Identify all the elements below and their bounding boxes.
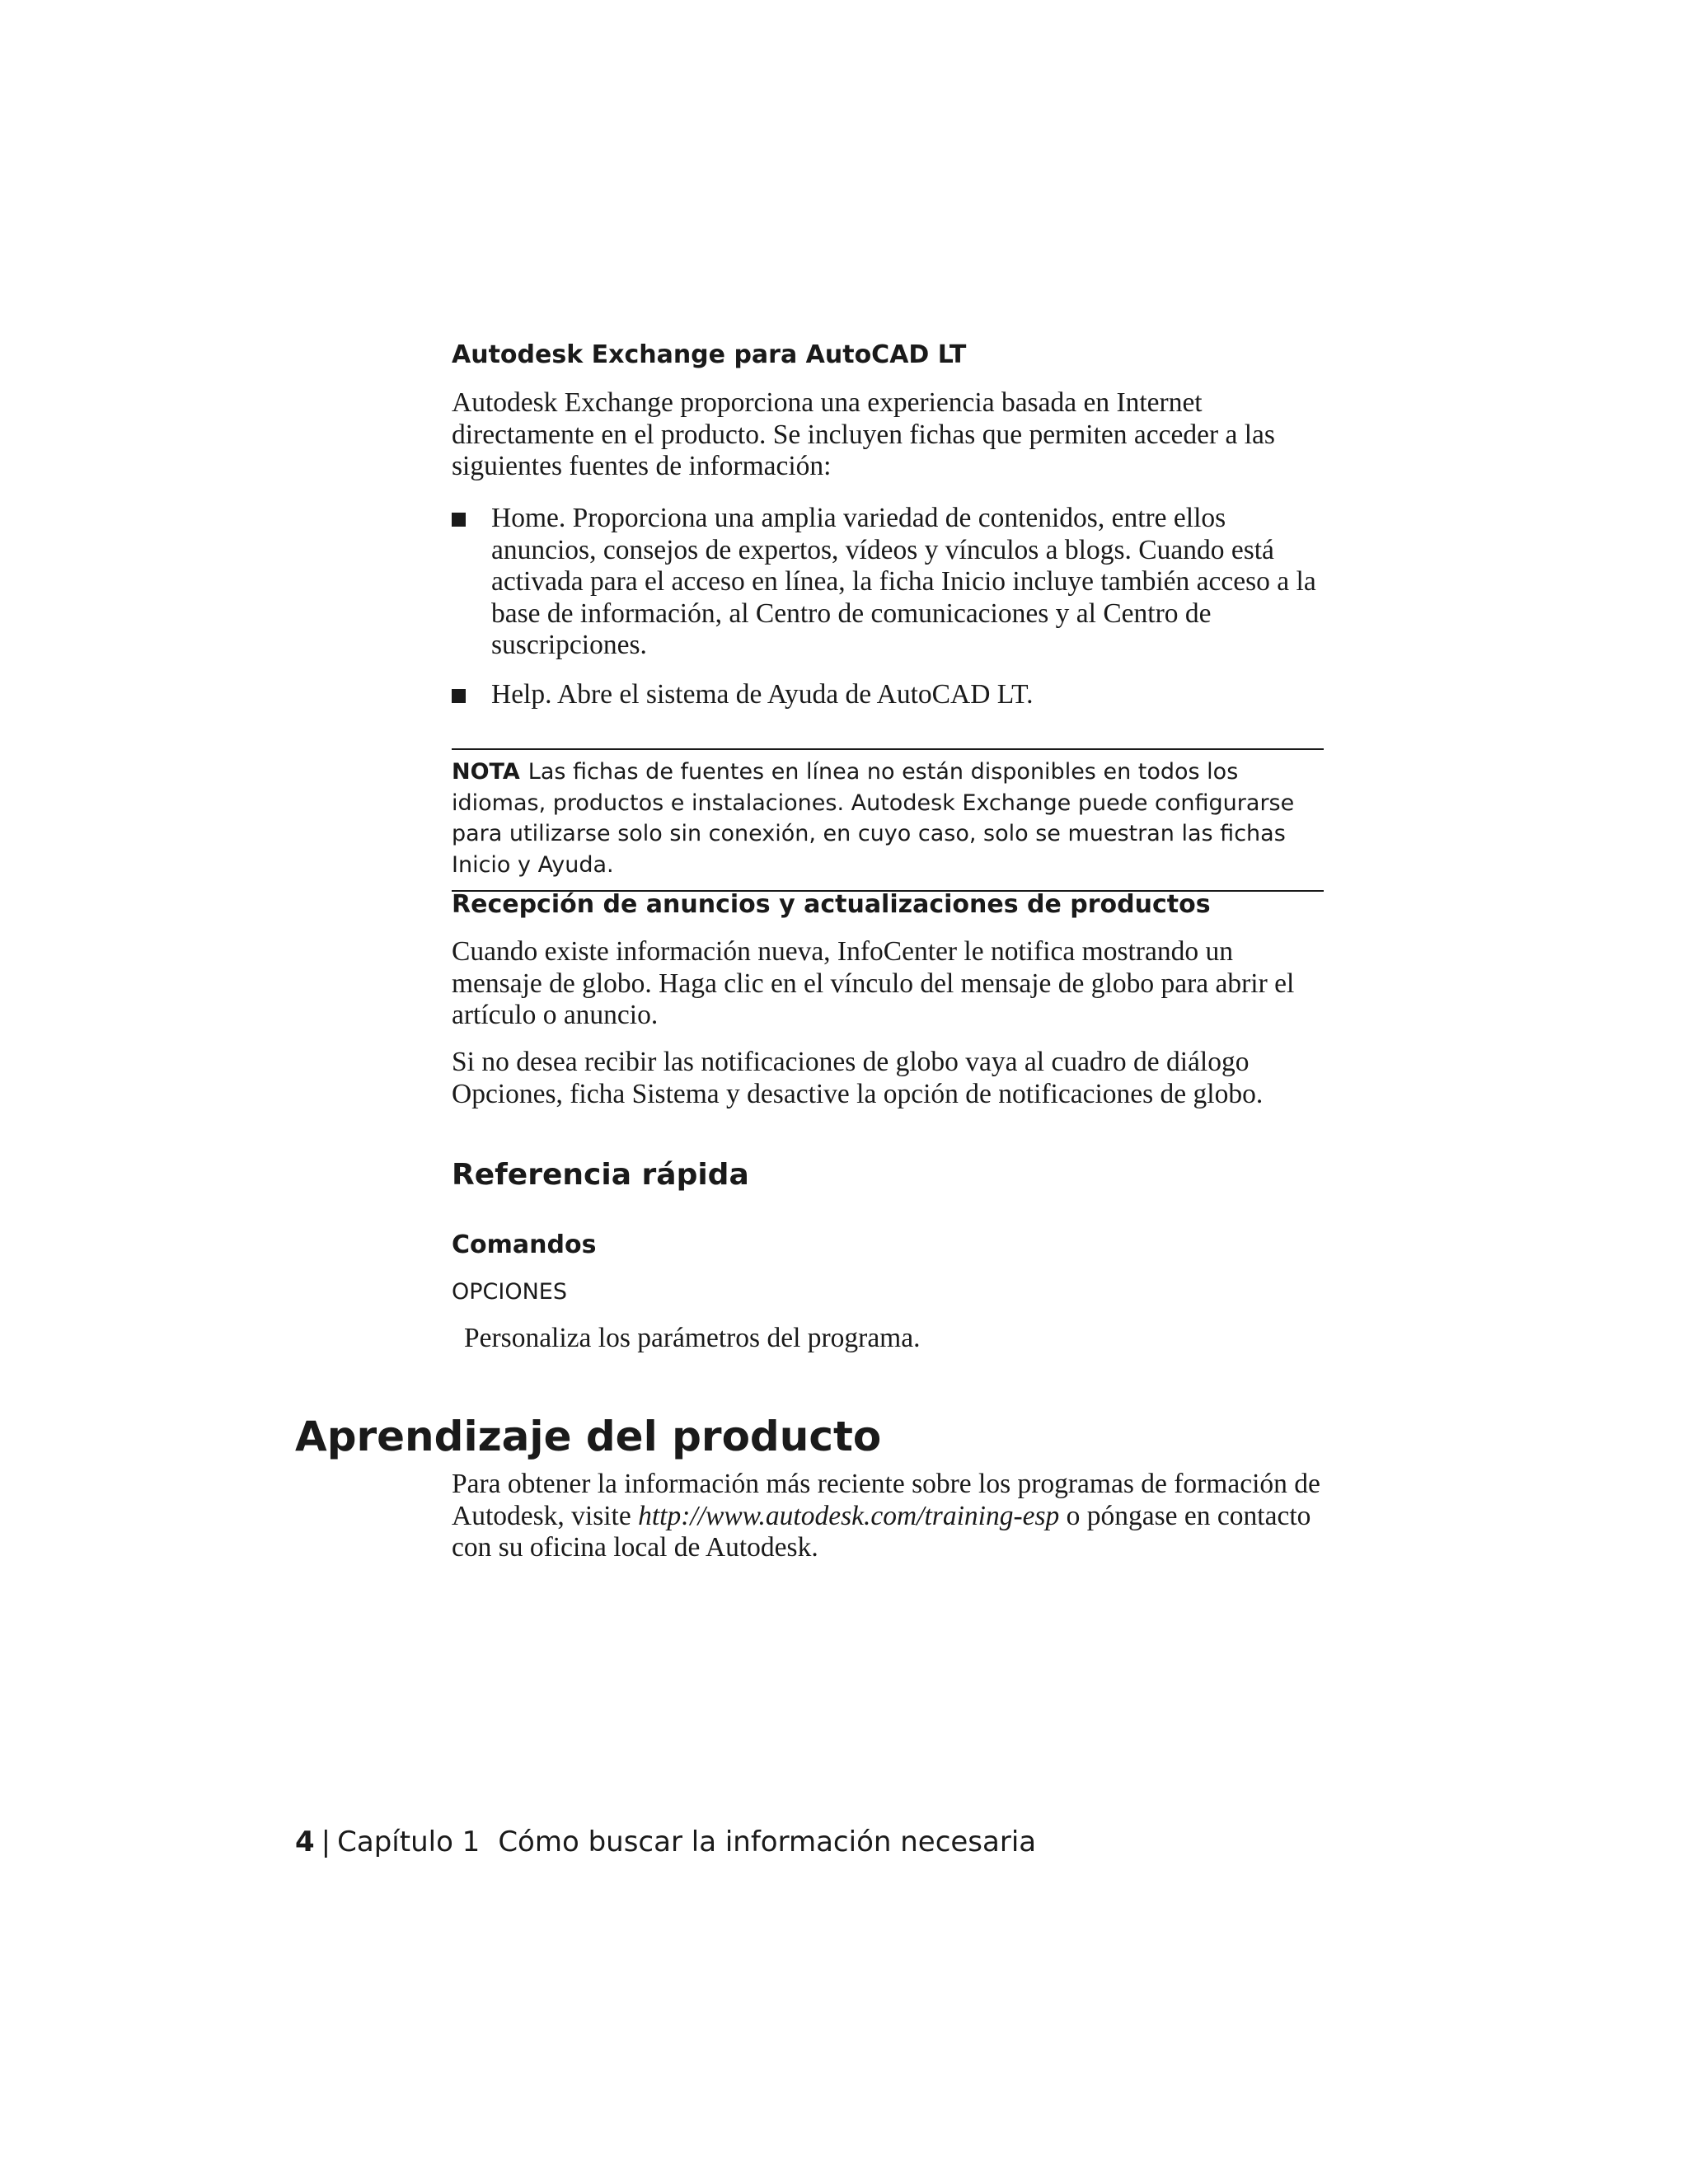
announcements-paragraph-2: Si no desea recibir las notificaciones de globo vaya al cuadro de diálogo Opciones, ficha Sistema y desactive la opción de notificaciones de globo. [452,1047,1264,1109]
announcements-paragraph-1: Cuando existe información nueva, InfoCenter le notifica mostrando un mensaje de globo. Haga clic en el vínculo del mensaje de globo para abrir el artículo o anuncio. [452,936,1295,1030]
learning-text-after: o póngase en contacto con su oficina local de Autodesk. [452,1500,1311,1563]
learning-heading: Aprendizaje del producto [295,1413,882,1460]
training-url-link[interactable]: http://www.autodesk.com/training-esp [638,1500,1060,1531]
exchange-bullet-list [452,503,1324,662]
footer-chapter-title: Cómo buscar la información necesaria [498,1825,1037,1858]
exchange-intro: Autodesk Exchange proporciona una experiencia basada en Internet directamente en el producto. Se incluyen fichas que permiten acceder a las siguientes fuentes de información: [452,387,1275,481]
bullet-square-icon [452,689,466,703]
page-footer [295,1824,1036,1860]
note-label: NOTA [452,759,520,785]
bullet-text: Home. Proporciona una amplia variedad de contenidos, entre ellos anuncios, consejos de expertos, vídeos y vínculos a blogs. Cuando está activada para el acceso en línea, la ficha Inicio incluye también acceso a la base de información, al Centro de comunicaciones y al Centro de suscripciones. [491,503,1316,660]
command-description: Personaliza los parámetros del programa. [464,1323,921,1353]
list-item [452,679,1324,711]
bullet-text: Help. Abre el sistema de Ayuda de AutoCAD LT. [491,679,1034,710]
learning-paragraph [452,1469,1324,1564]
exchange-bullet-list-2 [452,679,1324,711]
note-text: Las fichas de fuentes en línea no están disponibles en todos los idiomas, productos e instalaciones. Autodesk Exchange puede configurarse para utilizarse solo sin conexión, en cuyo caso, solo se muestran las fichas Inicio y Ayuda. [452,759,1295,878]
footer-separator: | [321,1825,331,1858]
list-item [452,503,1324,662]
learning-text-before: Para obtener la información más reciente sobre los programas de formación de Autodesk, visite [452,1469,1320,1531]
quick-reference-heading: Referencia rápida [452,1158,749,1192]
bullet-square-icon [452,513,466,527]
page-number: 4 [295,1825,315,1858]
footer-chapter: Capítulo 1 [337,1825,481,1858]
exchange-heading: Autodesk Exchange para AutoCAD LT [452,340,967,369]
command-name: OPCIONES [452,1279,567,1305]
announcements-heading: Recepción de anuncios y actualizaciones de productos [452,890,1211,919]
commands-heading: Comandos [452,1230,597,1259]
note-box [452,748,1324,892]
